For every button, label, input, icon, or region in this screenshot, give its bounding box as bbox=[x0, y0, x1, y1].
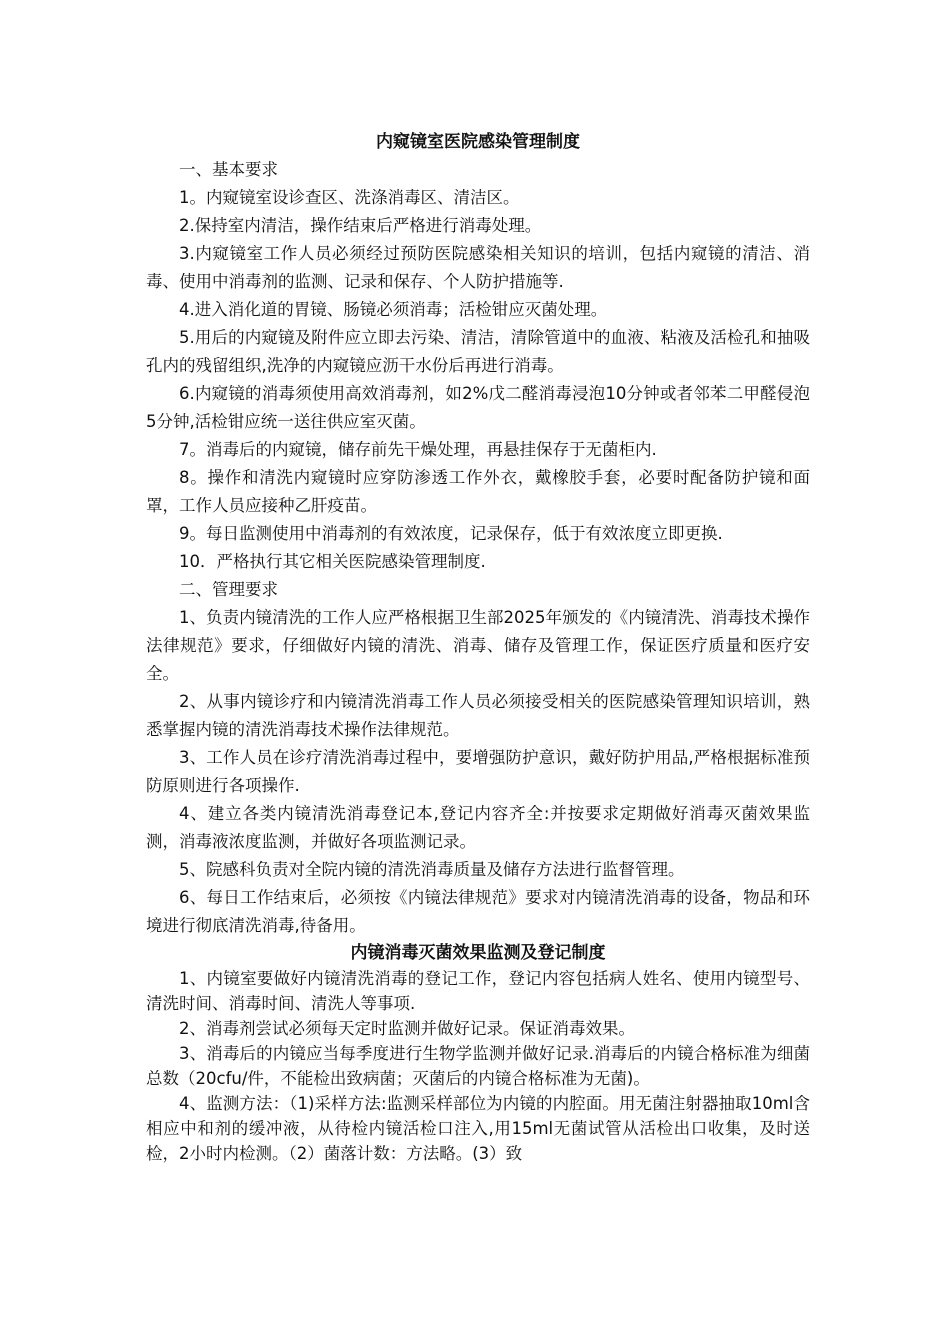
section-monitoring bbox=[146, 966, 810, 1166]
paragraph: 3、消毒后的内镜应当每季度进行生物学监测并做好记录.消毒后的内镜合格标准为细菌总数（20cfu/件，不能检出致病菌；灭菌后的内镜合格标准为无菌)。 bbox=[146, 1044, 810, 1088]
paragraph: 3、工作人员在诊疗清洗消毒过程中，要增强防护意识，戴好防护用品,严格根据标准预防原则进行各项操作. bbox=[146, 748, 810, 795]
paragraph: 8。操作和清洗内窥镜时应穿防渗透工作外衣，戴橡胶手套，必要时配备防护镜和面罩，工作人员应接种乙肝疫苗。 bbox=[146, 468, 810, 515]
paragraph: 2.保持室内清洁，操作结束后严格进行消毒处理。 bbox=[179, 216, 542, 235]
paragraph: 10．严格执行其它相关医院感染管理制度. bbox=[179, 552, 486, 571]
paragraph: 9。每日监测使用中消毒剂的有效浓度，记录保存，低于有效浓度立即更换. bbox=[179, 524, 723, 543]
paragraph: 6.内窥镜的消毒须使用高效消毒剂，如2%戊二醛消毒浸泡10分钟或者邻苯二甲醛侵泡5分钟,活检钳应统一送往供应室灭菌。 bbox=[146, 384, 810, 431]
paragraph: 3.内窥镜室工作人员必须经过预防医院感染相关知识的培训，包括内窥镜的清洁、消毒、使用中消毒剂的监测、记录和保存、个人防护措施等. bbox=[146, 244, 810, 291]
section-basic-requirements bbox=[146, 156, 810, 940]
document-title: 内窥镜室医院感染管理制度 bbox=[376, 132, 580, 152]
paragraph: 1、负责内镜清洗的工作人应严格根据卫生部2025年颁发的《内镜清洗、消毒技术操作法律规范》要求，仔细做好内镜的清洗、消毒、储存及管理工作，保证医疗质量和医疗安全。 bbox=[146, 608, 810, 683]
paragraph: 2、从事内镜诊疗和内镜清洗消毒工作人员必须接受相关的医院感染管理知识培训，熟悉掌握内镜的清洗消毒技术操作法律规范。 bbox=[146, 692, 810, 739]
paragraph: 7。消毒后的内窥镜，储存前先干燥处理，再悬挂保存于无菌柜内. bbox=[179, 440, 657, 459]
paragraph: 4、监测方法：（1)采样方法:监测采样部位为内镜的内腔面。用无菌注射器抽取10ml含相应中和剂的缓冲液，从待检内镜活检口注入,用15ml无菌试管从活检出口收集，及时送检，2小时内检测。（2）菌落计数：方法略。(3）致 bbox=[146, 1094, 810, 1163]
paragraph: 1。内窥镜室设诊查区、洗涤消毒区、清洁区。 bbox=[179, 188, 520, 207]
section-title: 内镜消毒灭菌效果监测及登记制度 bbox=[350, 943, 606, 963]
paragraph: 4、建立各类内镜清洗消毒登记本,登记内容齐全:并按要求定期做好消毒灭菌效果监测，消毒液浓度监测，并做好各项监测记录。 bbox=[146, 804, 810, 851]
paragraph: 二、管理要求 bbox=[179, 580, 278, 599]
paragraph: 5.用后的内窥镜及附件应立即去污染、清洁，清除管道中的血液、粘液及活检孔和抽吸孔内的残留组织,洗净的内窥镜应沥干水份后再进行消毒。 bbox=[146, 328, 810, 375]
document-body bbox=[146, 128, 810, 1166]
paragraph: 4.进入消化道的胃镜、肠镜必须消毒；活检钳应灭菌处理。 bbox=[179, 300, 608, 319]
paragraph: 6、每日工作结束后，必须按《内镜法律规范》要求对内镜清洗消毒的设备，物品和环境进行彻底清洗消毒,待备用。 bbox=[146, 888, 810, 935]
paragraph: 1、内镜室要做好内镜清洗消毒的登记工作，登记内容包括病人姓名、使用内镜型号、清洗时间、消毒时间、清洗人等事项. bbox=[146, 969, 810, 1013]
paragraph: 5、院感科负责对全院内镜的清洗消毒质量及储存方法进行监督管理。 bbox=[179, 860, 685, 879]
paragraph: 2、消毒剂尝试必须每天定时监测并做好记录。保证消毒效果。 bbox=[179, 1019, 635, 1038]
paragraph: 一、基本要求 bbox=[179, 160, 278, 179]
